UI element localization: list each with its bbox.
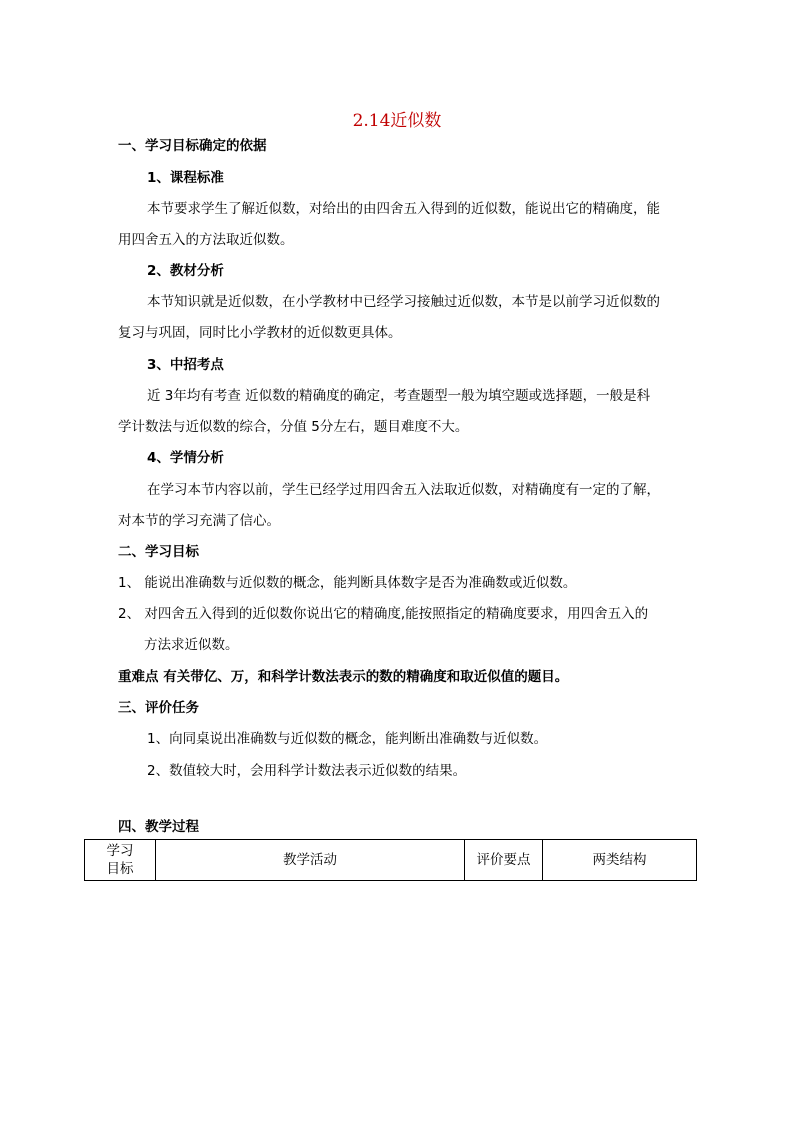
evaluation-item-2: 2、数值较大时，会用科学计数法表示近似数的结果。 [147, 763, 467, 779]
table-header-objective-line-1: 学习 [106, 843, 134, 859]
section-1-heading: 一、学习目标确定的依据 [118, 138, 267, 154]
paragraph-2-line-1: 本节知识就是近似数，在小学教材中已经学习接触过近似数，本节是以前学习近似数的 [147, 294, 660, 310]
teaching-process-table [84, 839, 697, 881]
subsection-4-heading: 4、学情分析 [147, 450, 224, 466]
table-header-cell-objective [85, 840, 156, 881]
paragraph-1-line-1: 本节要求学生了解近似数，对给出的由四舍五入得到的近似数，能说出它的精确度，能 [147, 201, 660, 217]
paragraph-1-line-2: 用四舍五入的方法取近似数。 [118, 232, 294, 248]
subsection-2-heading: 2、教材分析 [147, 263, 224, 279]
key-points: 重难点 有关带亿、万，和科学计数法表示的数的精确度和取近似值的题目。 [118, 669, 569, 685]
objective-item-1: 1、 能说出准确数与近似数的概念，能判断具体数字是否为准确数或近似数。 [118, 575, 577, 591]
subsection-1-heading: 1、课程标准 [147, 170, 224, 186]
table-header-objective-line-2: 目标 [106, 861, 134, 877]
subsection-3-heading: 3、中招考点 [147, 357, 224, 373]
section-3-heading: 三、评价任务 [118, 700, 199, 716]
page-title: 2.14近似数 [352, 111, 442, 131]
paragraph-4-line-2: 对本节的学习充满了信心。 [118, 513, 280, 529]
evaluation-item-1: 1、向同桌说出准确数与近似数的概念，能判断出准确数与近似数。 [147, 731, 548, 747]
section-4-heading: 四、教学过程 [118, 819, 199, 835]
paragraph-2-line-2: 复习与巩固，同时比小学教材的近似数更具体。 [118, 325, 402, 341]
objective-item-2-line-1: 2、 对四舍五入得到的近似数你说出它的精确度,能按照指定的精确度要求，用四舍五入的 [118, 606, 649, 622]
table-header-cell-activity: 教学活动 [156, 840, 465, 881]
paragraph-3-line-2: 学计数法与近似数的综合，分值 5分左右，题目难度不大。 [118, 419, 469, 435]
table-header-cell-evaluation: 评价要点 [465, 840, 543, 881]
paragraph-4-line-1: 在学习本节内容以前，学生已经学过用四舍五入法取近似数，对精确度有一定的了解， [147, 482, 660, 498]
paragraph-3-line-1: 近 3年均有考查 近似数的精确度的确定，考查题型一般为填空题或选择题，一般是科 [147, 388, 651, 404]
section-2-heading: 二、学习目标 [118, 544, 199, 560]
table-header-cell-structure: 两类结构 [543, 840, 697, 881]
objective-item-2-line-2: 方法求近似数。 [144, 637, 239, 653]
table-header-row [85, 840, 697, 881]
